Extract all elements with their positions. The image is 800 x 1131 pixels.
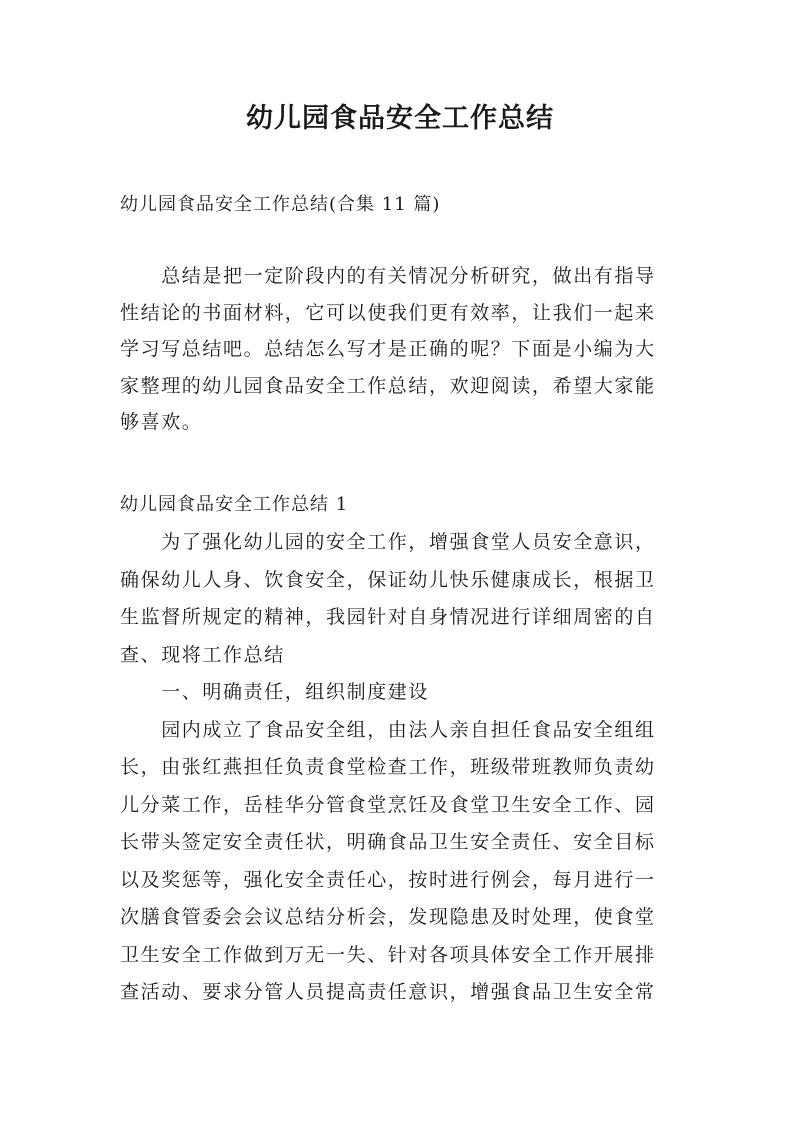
document-subtitle: 幼儿园食品安全工作总结(合集 11 篇): [120, 194, 441, 215]
body-line: 长，由张红燕担任负责食堂检查工作，班级带班教师负责幼: [120, 756, 656, 778]
body-line: 儿分菜工作，岳桂华分管食堂烹饪及食堂卫生安全工作、园: [120, 793, 656, 816]
document-title: 幼儿园食品安全工作总结: [246, 103, 554, 134]
body-line: 确保幼儿人身、饮食安全，保证幼儿快乐健康成长，根据卫: [120, 568, 656, 591]
intro-line: 总结是把一定阶段内的有关情况分析研究，做出有指导: [120, 265, 656, 287]
body-line: 生监督所规定的精神，我园针对自身情况进行详细周密的自: [120, 606, 656, 628]
intro-line: 家整理的幼儿园食品安全工作总结，欢迎阅读，希望大家能: [120, 374, 656, 397]
body-line: 查、现将工作总结: [120, 643, 285, 666]
body-line: 为了强化幼儿园的安全工作，增强食堂人员安全意识，: [120, 531, 656, 553]
body-line: 园内成立了食品安全组，由法人亲自担任食品安全组组: [120, 718, 656, 741]
body-heading-line: 一、明确责任，组织制度建设: [120, 681, 430, 703]
body-line: 卫生安全工作做到万无一失、针对各项具体安全工作开展排: [120, 943, 656, 966]
body-line: 次膳食管委会会议总结分析会，发现隐患及时处理，使食堂: [120, 906, 656, 928]
intro-line: 性结论的书面材料，它可以使我们更有效率，让我们一起来: [120, 301, 656, 324]
intro-paragraph: [120, 258, 680, 441]
section-body: [120, 524, 690, 1012]
intro-line: 学习写总结吧。总结怎么写才是正确的呢？下面是小编为大: [120, 338, 656, 360]
body-line: 以及奖惩等，强化安全责任心，按时进行例会，每月进行一: [120, 868, 656, 891]
section-title: 幼儿园食品安全工作总结 1: [120, 494, 349, 515]
intro-line: 够喜欢。: [120, 411, 203, 433]
body-line: 查活动、要求分管人员提高责任意识，增强食品卫生安全常: [120, 981, 656, 1003]
body-line: 长带头签定安全责任状，明确食品卫生安全责任、安全目标: [120, 831, 656, 853]
